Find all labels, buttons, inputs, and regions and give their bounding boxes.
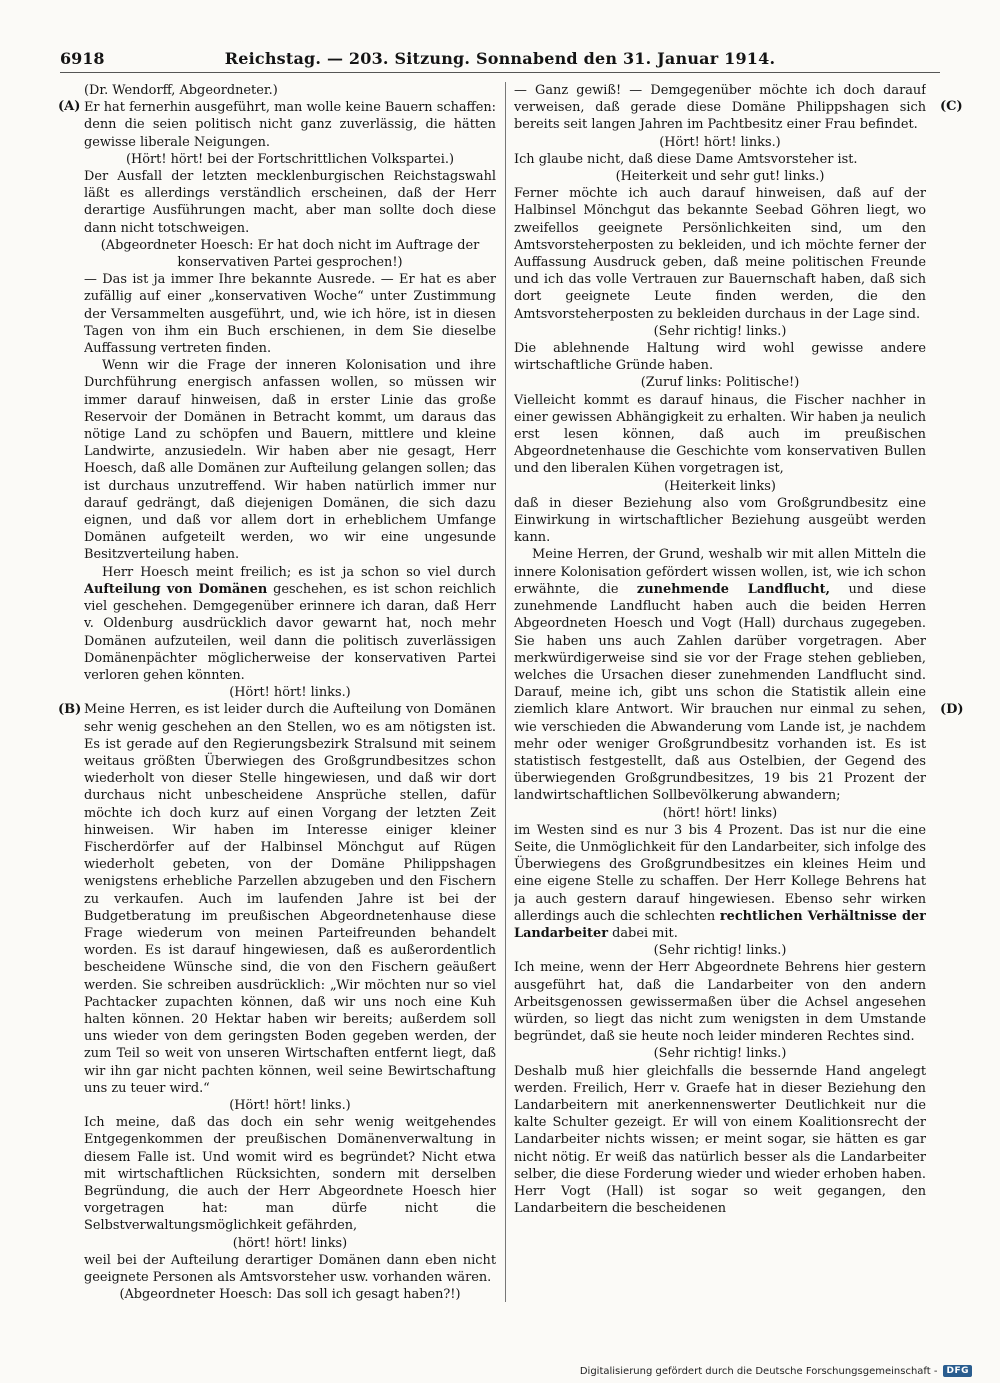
margin-marker-b: (B) [58, 702, 82, 717]
speaker-attribution: (Dr. Wendorff, Abgeordneter.) [84, 83, 278, 98]
margin-marker-d: (D) [940, 702, 964, 717]
emphasized-heading: zunehmende Landflucht, [636, 581, 831, 597]
paragraph: Deshalb muß hier gleichfalls die bessernde Hand angelegt werden. Freilich, Herr v. Graefe hat in dieser Beziehung den Landarbeitern mit anerkennenswerter Deutlichkeit nur die kalte Schulter gezeigt. Er will von einem Koalitionsrecht der Landarbeiter nichts wissen; er meint sogar, sie hätten es gar nicht nötig. Er weiß das natürlich besser als die Landarbeiter selber, die diese Forderung wieder und wieder erhoben haben. Herr Vogt (Hall) ist sogar so weit gegangen, den Landarbeitern die bescheidenen [514, 1063, 926, 1217]
paragraph-text: Meine Herren, der Grund, weshalb wir mit allen Mitteln die innere Kolonisation gefördert wissen wollen, ist, wie ich schon erwähnte, die [514, 547, 926, 597]
interjection: (Hört! hört! bei der Fortschrittlichen Volkspartei.) [125, 151, 455, 167]
paragraph-text: und diese zunehmende Landflucht haben auch die beiden Herren Abgeordneten Hoesch und Vogt (Hall) durchaus zugegeben. Sie haben uns auch Zahlen darüber vorgetragen. Aber merkwürdigerweise sind sie vor der Frage stehen geblieben, welches die Ursachen dieser zunehmenden Landflucht sind. Darauf, meine ich, gibt uns schon die Statistik allein eine ziemlich klare Antwort. Wir brauchen nur einmal zu sehen, wie verschieden die Abwanderung vom Lande ist, je nachdem mehr oder weniger Großgrundbesitz vorhanden ist. Es ist statistisch festgestellt, daß aus Ostelbien, der Gegend des überwiegenden Großgrundbesitzes, 19 bis 21 Prozent der landwirtschaftlichen Sollbevölkerung abwandern; [514, 581, 926, 804]
interjection: (Hört! hört! links.) [229, 1097, 351, 1113]
page-number: 6918 [60, 49, 105, 68]
paragraph: — Ganz gewiß! — Demgegenüber möchte ich doch darauf verweisen, daß gerade diese Domäne Philippshagen sich bereits seit langen Jahren im Pachtbesitz einer Frau befindet. [514, 83, 926, 133]
interjection: (Abgeordneter Hoesch: Das soll ich gesagt haben?!) [119, 1287, 461, 1303]
emphasized-heading: rechtlichen Verhältnisse der Landarbeiter [514, 908, 926, 941]
paragraph: Die ablehnende Haltung wird wohl gewisse andere wirtschaftliche Gründe haben. [514, 341, 926, 374]
right-column [514, 82, 926, 1307]
interjection: (Hört! hört! links.) [229, 685, 351, 701]
emphasized-heading: Aufteilung von Domänen [84, 581, 268, 597]
interjection: (Sehr richtig! links.) [653, 323, 787, 339]
interjection: (hört! hört! links) [662, 805, 778, 821]
column-divider [505, 82, 506, 1302]
paragraph-text: geschehen, es ist schon reichlich viel geschehen. Demgegenüber erinnere ich daran, daß Herr v. Oldenburg ausdrücklich davor gewarnt hat, noch mehr Domänen aufzuteilen, weil dann die politisch zuverlässigen Domänenpächter möglicherweise der konservativen Partei verloren gehen könnten. [84, 581, 496, 683]
paragraph: Vielleicht kommt es darauf hinaus, die Fischer nachher in einer gewissen Abhängigkeit zu erhalten. Wir haben ja neulich erst lesen können, daß auch im preußischen Abgeordnetenhause die Geschichte vom konservativen Bullen und den liberalen Kühen vorgetragen ist, [514, 392, 926, 477]
footer-credit: Digitalisierung gefördert durch die Deutsche Forschungsgemeinschaft - [579, 1365, 938, 1377]
paragraph [514, 546, 926, 804]
paragraph-text: im Westen sind es nur 3 bis 4 Prozent. Das ist nur die eine Seite, die Unmöglichkeit für den Landarbeiter, sich infolge des Überwiegens des Großgrundbesitzes ein kleines Heim und eine eigene Stelle zu schaffen. Der Herr Kollege Behrens hat ja auch gestern darauf hingewiesen. Ebenso sehr wirken allerdings auch die schlechten [514, 822, 926, 924]
paragraph: Er hat fernerhin ausgeführt, man wolle keine Bauern schaffen: denn die seien politisch nicht ganz zuverlässig, die hätten gewisse liberale Neigungen. [84, 100, 496, 150]
page-title: Reichstag. — 203. Sitzung. Sonnabend den 31. Januar 1914. [224, 49, 776, 68]
paragraph: Ich meine, daß das doch ein sehr wenig weitgehendes Entgegenkommen der preußischen Domänenverwaltung in diesem Falle ist. Und womit wird es begründet? Nicht etwa mit wirtschaftlichen Rücksichten, sondern mit derselben Begründung, die auch der Herr Abgeordnete Hoesch hier vorgetragen hat: man dürfe nicht die Selbstverwaltungsmöglichkeit gefährden, [84, 1115, 496, 1234]
paragraph: Ich meine, wenn der Herr Abgeordnete Behrens hier gestern ausgeführt hat, daß die Landarbeiter von den andern Arbeitsgenossen gewissermaßen über die Achsel angesehen würden, so liegt das nicht zum wenigsten in dem Umstande begründet, daß sie heute noch leider minderen Rechtes sind. [514, 960, 926, 1045]
dfg-logo: DFG [943, 1365, 972, 1377]
paragraph: Der Ausfall der letzten mecklenburgischen Reichstagswahl läßt es allerdings verständlich erscheinen, daß der Herr derartige Ausführungen macht, aber man sollte doch diese dann nicht totschweigen. [84, 169, 496, 236]
interjection: (Heiterkeit und sehr gut! links.) [615, 169, 825, 185]
margin-marker-c: (C) [940, 99, 963, 114]
paragraph: Ich glaube nicht, daß diese Dame Amtsvorsteher ist. [514, 151, 858, 167]
interjection: (Abgeordneter Hoesch: Er hat doch nicht im Auftrage der konservativen Partei gesprochen!) [100, 237, 480, 271]
interjection: (Sehr richtig! links.) [653, 1046, 787, 1062]
paragraph: Ferner möchte ich auch darauf hinweisen, daß auf der Halbinsel Mönchgut das bekannte Seebad Göhren liegt, wo zweifellos geeignete Persönlichkeiten sind, um den Amtsvorsteherposten zu bekleiden, und ich möchte ferner der Auffassung Ausdruck geben, daß meine politischen Freunde und ich das volle Vertrauen zur Bauernschaft haben, daß sich dort geeignete Leute finden werden, die den Amtsvorsteherposten zu bekleiden durchaus in der Lage sind. [514, 186, 926, 322]
interjection: (hört! hört! links) [232, 1235, 348, 1251]
paragraph [514, 822, 926, 942]
margin-marker-a: (A) [58, 99, 81, 114]
paragraph: Meine Herren, es ist leider durch die Aufteilung von Domänen sehr wenig geschehen an den Stellen, wo es am nötigsten ist. Es ist gerade auf den Regierungsbezirk Stralsund mit seinem weitaus größten Überwiegen des Großgrundbesitzes schon wiederholt von dieser Stelle hingewiesen, und daß wir dort durchaus nicht unbescheidene Ansprüche stellen, dafür möchte ich doch kurz auf einen Vorgang der letzten Zeit hinweisen. Wir haben im Interesse einiger kleiner Fischerdörfer auf der Halbinsel Mönchgut auf Rügen wiederholt gebeten, von der Domäne Philippshagen wenigstens erhebliche Parzellen abzugeben und den Fischern zu verkaufen. Auch im laufenden Jahre ist bei der Budgetberatung im preußischen Abgeordnetenhause diese Frage wiederum von meinen Parteifreunden behandelt worden. Es ist darauf hingewiesen, daß es außerordentlich bescheidene Wünsche sind, die von den Fischern geäußert werden. Sie schreiben ausdrücklich: „Wir möchten nur so viel Pachtacker zupachten können, daß wir uns noch eine Kuh halten können. 20 Hektar haben wir bereits; außerdem soll uns wieder von dem geringsten Boden gegeben werden, der zum Teil so weit von unseren Wirtschaften entfernt liegt, daß wir ihn gar nicht pachten können, weil seine Bewirtschaftung uns zu teuer wird.“ [84, 702, 496, 1096]
paragraph: daß in dieser Beziehung also vom Großgrundbesitz eine Einwirkung in wirtschaftlicher Beziehung ausgeübt werden kann. [514, 495, 926, 546]
paragraph: — Das ist ja immer Ihre bekannte Ausrede. — Er hat es aber zufällig auf einer „konservativen Woche“ unter Zustimmung der Versammelten ausgeführt, und, wie ich höre, ist in diesen Tagen von ihm ein Buch erschienen, in dem Sie dieselbe Auffassung vertreten finden. [84, 272, 496, 357]
paragraph-text: dabei mit. [612, 925, 678, 941]
interjection: (Heiterkeit links) [664, 478, 776, 494]
paragraph: Wenn wir die Frage der inneren Kolonisation und ihre Durchführung energisch anfassen wollen, so müssen wir immer darauf hinweisen, daß in erster Linie das große Reservoir der Domänen in Betracht kommt, um daraus das nötige Land zu schöpfen und Bauern, mittlere und kleine Landwirte, anzusiedeln. Wir haben aber nie gesagt, Herr Hoesch, daß alle Domänen zur Aufteilung gelangen sollen; das ist durchaus unzutreffend. Wir haben natürlich immer nur darauf gedrängt, daß diejenigen Domänen, die sich dazu eignen, und daß vor allem dort in erheblichem Umfange Domänen aufgeteilt werden, wo wir eine ungesunde Besitzverteilung haben. [84, 358, 496, 563]
paragraph: weil bei der Aufteilung derartiger Domänen dann eben nicht geeignete Personen als Amtsvorsteher usw. vorhanden wären. [84, 1252, 496, 1286]
left-column [84, 82, 496, 1307]
interjection: (Zuruf links: Politische!) [640, 375, 800, 391]
interjection: (Sehr richtig! links.) [653, 943, 787, 959]
paragraph-text: Herr Hoesch meint freilich; es ist ja schon so viel durch [102, 564, 496, 580]
page-header [60, 46, 940, 73]
paragraph [84, 564, 496, 684]
interjection: (Hört! hört! links.) [659, 134, 781, 150]
footer [580, 1364, 972, 1378]
